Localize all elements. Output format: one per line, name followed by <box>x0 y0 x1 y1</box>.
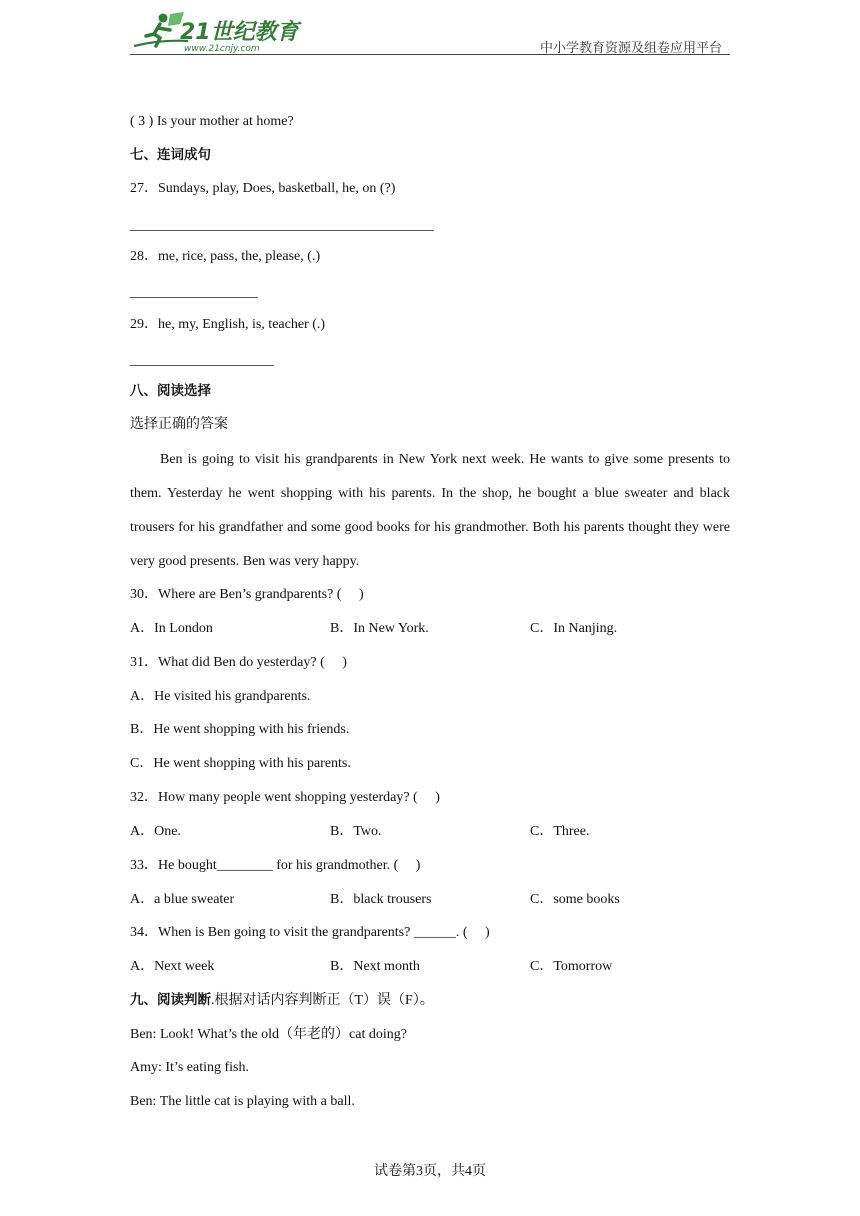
q34-option-c[interactable]: C．Tomorrow <box>530 959 613 974</box>
q33-option-c[interactable]: C．some books <box>530 892 620 907</box>
svg-text:www.21cnjy.com: www.21cnjy.com <box>184 44 260 54</box>
question-prev: ( 3 ) Is your mother at home? <box>130 114 294 129</box>
question-31: 31．What did Ben do yesterday? ( ) <box>130 655 347 670</box>
q32-option-b[interactable]: B．Two. <box>330 824 382 839</box>
section-8-heading: 八、阅读选择 <box>130 383 211 399</box>
dialogue-line-3: Ben: The little cat is playing with a ball. <box>130 1094 355 1109</box>
q30-option-b[interactable]: B．In New York. <box>330 621 429 636</box>
21cnjy-logo <box>130 8 305 56</box>
answer-line-27[interactable] <box>130 230 434 231</box>
question-34: 34．When is Ben going to visit the grandparents? ______. ( ) <box>130 925 490 940</box>
q32-option-c[interactable]: C．Three. <box>530 824 590 839</box>
header-platform-text: 中小学教育资源及组卷应用平台 <box>539 40 722 55</box>
q33-option-a[interactable]: A．a blue sweater <box>130 892 235 907</box>
q33-option-b[interactable]: B．black trousers <box>330 892 432 907</box>
answer-line-29[interactable] <box>130 365 274 366</box>
section-8-instruction: 选择正确的答案 <box>130 417 228 432</box>
section-9-heading <box>130 990 434 1011</box>
section-9-title: 九、阅读判断 <box>130 992 211 1008</box>
q34-option-a[interactable]: A．Next week <box>130 959 215 974</box>
q31-option-b[interactable]: B．He went shopping with his friends. <box>130 722 350 737</box>
q34-option-b[interactable]: B．Next month <box>330 959 420 974</box>
answer-line-28[interactable] <box>130 297 258 298</box>
q32-option-a[interactable]: A．One. <box>130 824 181 839</box>
q31-option-a[interactable]: A．He visited his grandparents. <box>130 689 311 704</box>
question-33: 33．He bought________ for his grandmother. ( ) <box>130 858 421 873</box>
section-7-heading: 七、连词成句 <box>130 147 211 163</box>
question-32: 32．How many people went shopping yesterday? ( ) <box>130 790 440 805</box>
dialogue-line-2: Amy: It’s eating fish. <box>130 1060 249 1075</box>
svg-text:21世纪教育: 21世纪教育 <box>180 20 299 45</box>
q30-option-c[interactable]: C．In Nanjing. <box>530 621 618 636</box>
section-9-instruction: .根据对话内容判断正（T）误（F）。 <box>211 993 434 1008</box>
header-divider <box>130 54 730 55</box>
page-footer: 试卷第3页，共4页 <box>374 1164 486 1179</box>
q30-option-a[interactable]: A．In London <box>130 621 213 636</box>
dialogue-line-1: Ben: Look! What’s the old（年老的）cat doing? <box>130 1027 407 1042</box>
question-28: 28．me, rice, pass, the, please, (.) <box>130 249 321 264</box>
question-30: 30．Where are Ben’s grandparents? ( ) <box>130 587 364 602</box>
q31-option-c[interactable]: C．He went shopping with his parents. <box>130 756 351 771</box>
reading-passage: Ben is going to visit his grandparents in New York next week. He wants to give some presents to them. Yesterday he went shopping with his parents. In the shop, he bought a blue sweater and black trousers for his grandfather and some good books for his grandmother. Both his parents thought they were very good presents. Ben was very happy. <box>130 452 730 569</box>
question-27: 27．Sundays, play, Does, basketball, he, on (?) <box>130 181 396 196</box>
page-header <box>130 8 730 56</box>
question-29: 29．he, my, English, is, teacher (.) <box>130 317 326 332</box>
